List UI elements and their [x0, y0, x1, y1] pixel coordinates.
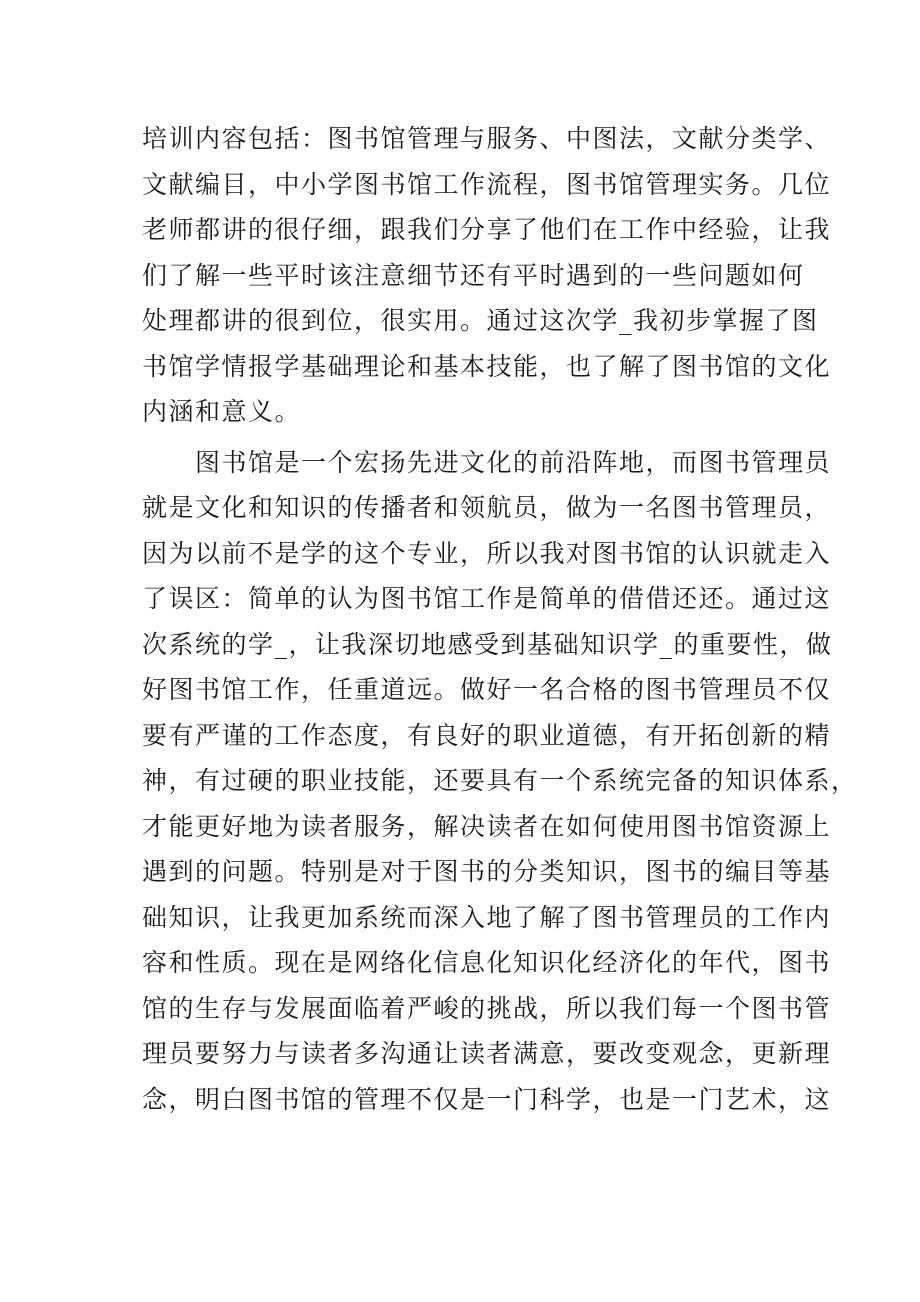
text-line: 文献编目，中小学图书馆工作流程，图书馆管理实务。几位 — [142, 169, 832, 199]
paragraph-1 — [142, 116, 832, 435]
text-line: 就是文化和知识的传播者和领航员，做为一名图书管理员， — [142, 493, 832, 522]
text-line: 老师都讲的很仔细，跟我们分享了他们在工作中经验，让我 — [142, 215, 832, 244]
text-line: 因为以前不是学的这个专业，所以我对图书馆的认识就走入 — [142, 538, 832, 568]
text-line: 了误区：简单的认为图书馆工作是简单的借借还还。通过这 — [142, 584, 832, 613]
text-line: 们了解一些平时该注意细节还有平时遇到的一些问题如何 — [142, 260, 805, 290]
text-line: 神，有过硬的职业技能，还要具有一个系统完备的知识体系， — [142, 766, 858, 795]
text-line: 书馆学情报学基础理论和基本技能，也了解了图书馆的文化 — [142, 351, 832, 381]
text-line: 内涵和意义。 — [142, 397, 302, 426]
paragraph-2 — [142, 440, 858, 1123]
text-line: 培训内容包括：图书馆管理与服务、中图法，文献分类学、 — [142, 124, 832, 153]
text-line: 要有严谨的工作态度，有良好的职业道德，有开拓创新的精 — [142, 720, 832, 750]
text-line: 遇到的问题。特别是对于图书的分类知识，图书的编目等基 — [142, 857, 832, 886]
text-line: 图书馆是一个宏扬先进文化的前沿阵地，而图书管理员 — [142, 447, 832, 477]
text-line: 次系统的学_，让我深切地感受到基础知识学_的重要性，做 — [142, 629, 833, 659]
text-line: 理员要努力与读者多沟通让读者满意，要改变观念，更新理 — [142, 1039, 832, 1068]
text-line: 馆的生存与发展面临着严峻的挑战，所以我们每一个图书管 — [142, 993, 832, 1023]
text-line: 才能更好地为读者服务，解决读者在如何使用图书馆资源上 — [142, 811, 832, 841]
document-body — [142, 116, 858, 1122]
text-line: 处理都讲的很到位，很实用。通过这次学_我初步掌握了图 — [142, 306, 819, 335]
text-line: 念，明白图书馆的管理不仅是一门科学，也是一门艺术，这 — [142, 1084, 832, 1114]
text-line: 好图书馆工作，任重道远。做好一名合格的图书管理员不仅 — [142, 675, 832, 704]
text-line: 容和性质。现在是网络化信息化知识化经济化的年代，图书 — [142, 948, 832, 977]
text-line: 础知识，让我更加系统而深入地了解了图书管理员的工作内 — [142, 902, 832, 932]
